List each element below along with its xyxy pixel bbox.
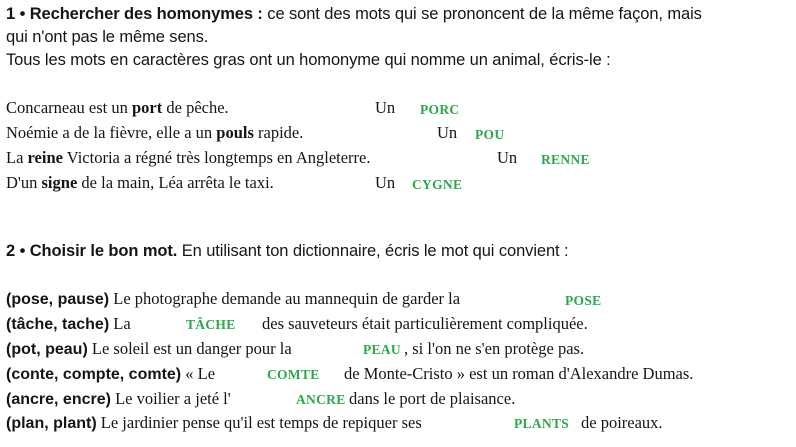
exercise2-number: 2 [6,242,16,260]
sentence-text: La [6,148,28,167]
word-options: (plan, plant) [6,415,97,432]
word-options: (conte, compte, comte) [6,366,182,383]
exercise1-instruction: Tous les mots en caractères gras ont un homonyme qui nomme un animal, écris-le : [6,51,611,69]
sentence-text: Victoria a régné très longtemps en Angleterre. [62,148,371,167]
sentence-text: Le voilier a jeté l' [110,389,231,408]
exercise1-sentence-3 [6,150,370,167]
un-label: Un [375,173,396,192]
answer-3[interactable]: RENNE [541,152,590,167]
word-options: (pose, pause) [6,291,110,308]
exercise1-definition-line2: qui n'ont pas le même sens. [6,28,209,46]
sentence-text: Noémie a de la fièvre, elle a un [6,123,217,142]
sentence-text: Le soleil est un danger pour la [87,339,292,358]
un-label: Un [375,98,396,117]
exercise2-sentence-3 [6,341,292,358]
answer-2[interactable]: POU [475,127,505,142]
sentence-text: Le jardinier pense qu'il est temps de repiquer ses [96,413,422,432]
sentence-text: Concarneau est un [6,98,132,117]
sentence-text: de pêche. [162,98,229,117]
exercise2-sentence-4 [6,366,215,383]
sentence-text: « Le [181,364,216,383]
exercise1-sentence-4 [6,175,274,192]
word-options: (tâche, tache) [6,316,110,333]
sentence-text: de Monte-Cristo » est un roman d'Alexandre Dumas. [344,364,694,383]
bold-word: port [132,98,163,117]
answer-pose[interactable]: POSE [565,293,602,308]
exercise2-sentence-5 [6,391,231,408]
answer-peau[interactable]: PEAU [363,342,401,357]
sentence-text: de la main, Léa arrêta le taxi. [77,173,274,192]
answer-ancre[interactable]: ANCRE [296,392,346,407]
sentence-text: dans le port de plaisance. [349,389,516,408]
sentence-text: rapide. [253,123,304,142]
exercise2-sentence-2 [6,316,131,333]
exercise1-definition-line1: ce sont des mots qui se prononcent de la même façon, mais [267,5,702,23]
sentence-text: La [109,314,131,333]
exercise1-heading [6,6,702,23]
answer-plants[interactable]: PLANTS [514,416,570,431]
exercise2-sentence-1 [6,291,460,308]
sentence-text: Le photographe demande au mannequin de garder la [109,289,461,308]
exercise1-sentence-1 [6,100,229,117]
exercise1-sentence-2 [6,125,303,142]
bold-word: pouls [216,123,254,142]
answer-4[interactable]: CYGNE [412,177,463,192]
exercise2-bullet: • [19,242,26,260]
answer-1[interactable]: PORC [420,102,460,117]
sentence-text: des sauveteurs était particulièrement compliquée. [262,314,588,333]
exercise2-title: Choisir le bon mot. [29,242,178,260]
answer-tache[interactable]: TÂCHE [186,317,236,332]
un-label: Un [437,123,458,142]
exercise2-heading [6,243,569,260]
bold-word: reine [27,148,63,167]
exercise2-instruction: En utilisant ton dictionnaire, écris le mot qui convient : [181,242,569,260]
exercise1-number: 1 [6,5,16,23]
word-options: (ancre, encre) [6,391,111,408]
answer-comte[interactable]: COMTE [267,367,320,382]
sentence-text: de poireaux. [581,413,663,432]
word-options: (pot, peau) [6,341,88,358]
exercise2-sentence-6 [6,415,422,432]
exercise1-title: Rechercher des homonymes : [29,5,263,23]
sentence-text: , si l'on ne s'en protège pas. [404,339,585,358]
exercise1-bullet: • [19,5,26,23]
sentence-text: D'un [6,173,42,192]
bold-word: signe [41,173,78,192]
un-label: Un [497,148,518,167]
